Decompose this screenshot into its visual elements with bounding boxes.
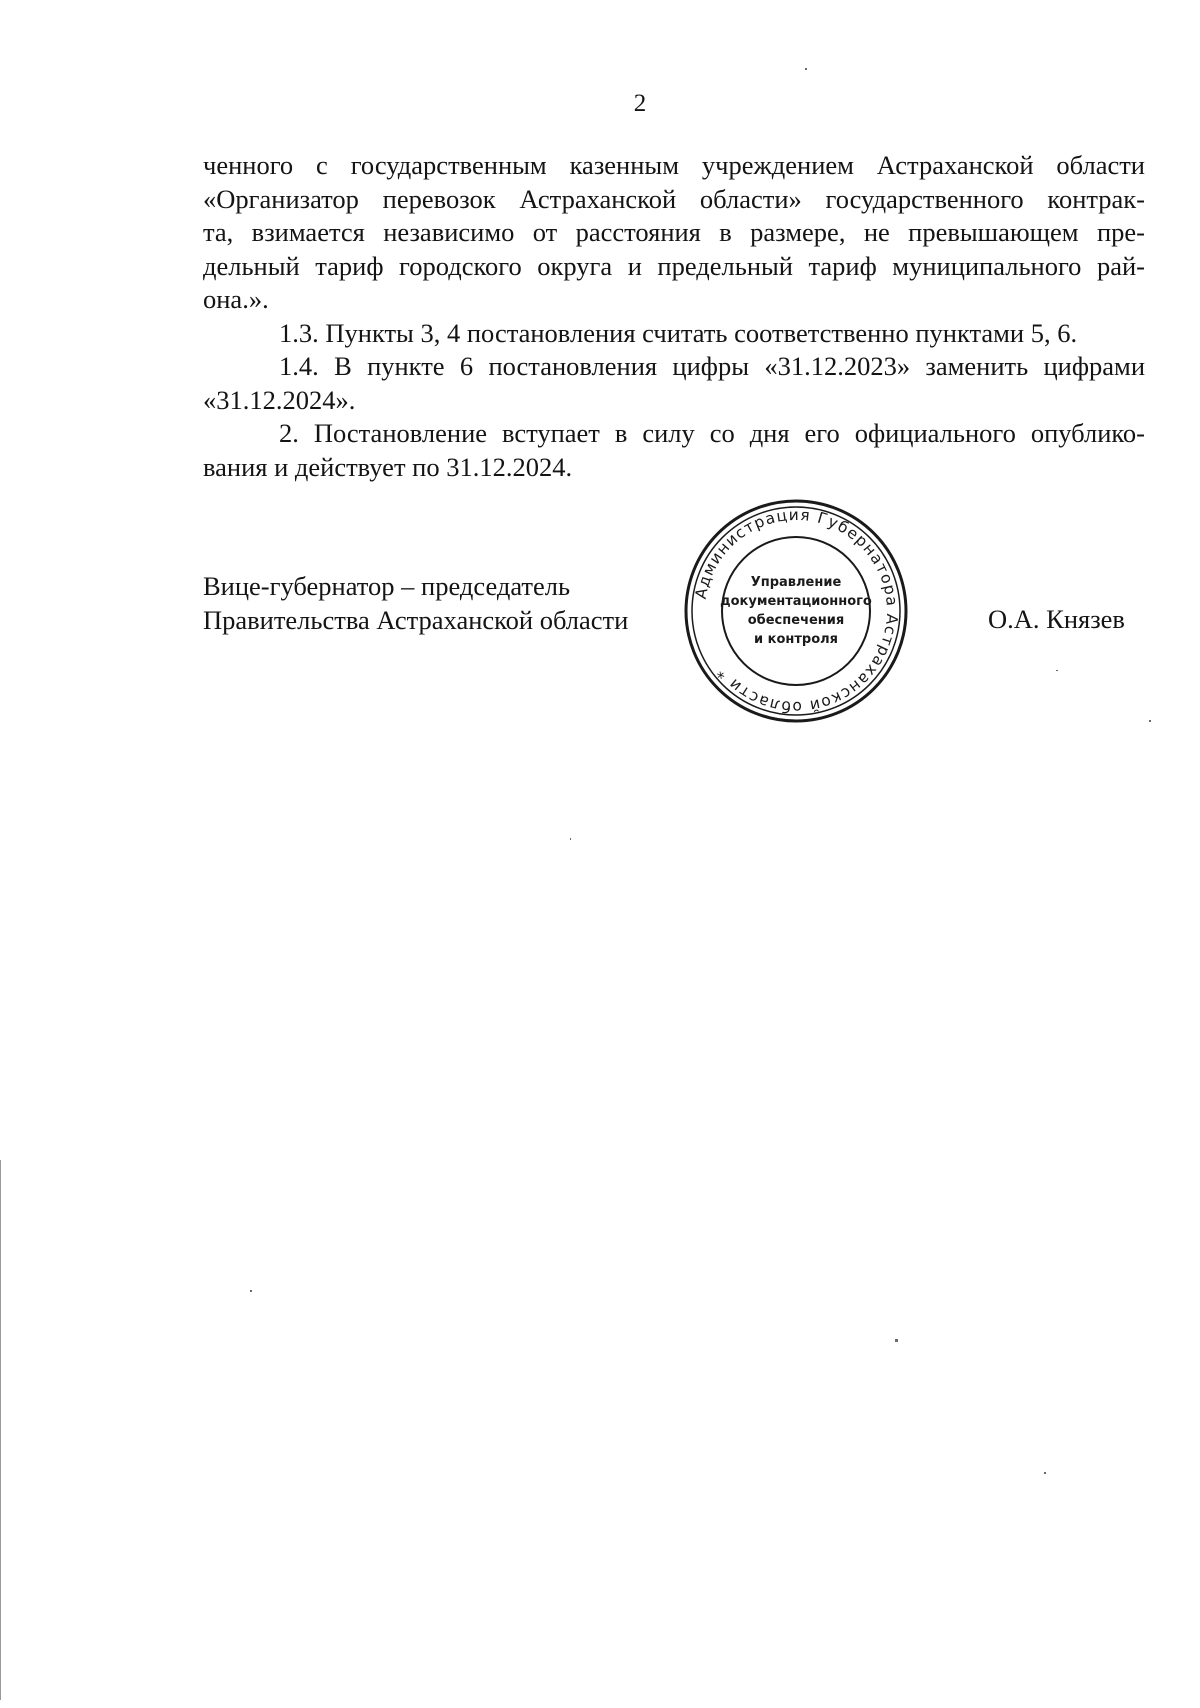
- scan-speck: [570, 838, 571, 840]
- item-1-4-line: «31.12.2024».: [203, 384, 356, 415]
- signatory-name: О.А. Князев: [988, 604, 1125, 634]
- svg-text:обеспечения: обеспечения: [747, 613, 845, 628]
- text-line: она.».: [203, 284, 269, 314]
- text-line: ченного с государственным казенным учреждением Астраханской области: [203, 150, 1145, 180]
- text-line: «Организатор перевозок Астраханской области» государственного контрак-: [203, 183, 1145, 214]
- svg-text:документационного: документационного: [720, 594, 872, 609]
- scan-speck: [1056, 670, 1058, 671]
- item-1-4-line: 1.4. В пункте 6 постановления цифры «31.12.2023» заменить цифрами: [279, 351, 1145, 381]
- item-2-line: 2. Постановление вступает в силу со дня его официального опублико-: [279, 418, 1145, 448]
- official-seal: [683, 498, 909, 724]
- scan-speck: [805, 68, 807, 70]
- svg-text:и контроля: и контроля: [753, 632, 839, 647]
- scan-speck: [1044, 1472, 1046, 1474]
- svg-text:Администрация Губернатора Астр: Администрация Губернатора Астраханской области *: [691, 505, 902, 717]
- item-1-3: 1.3. Пункты 3, 4 постановления считать соответственно пунктами 5, 6.: [279, 317, 1078, 348]
- signatory-position: [203, 570, 628, 637]
- text-line: дельный тариф городского округа и предельный тариф муниципального рай-: [203, 250, 1145, 281]
- page-number: 2: [633, 90, 647, 117]
- scan-edge-line: [0, 1160, 1, 1700]
- svg-text:Управление: Управление: [750, 575, 842, 590]
- text-line: та, взимается независимо от расстояния в размере, не превышающем пре-: [203, 217, 1145, 247]
- scan-speck: [1149, 720, 1151, 722]
- position-line: Вице-губернатор – председатель: [203, 571, 571, 601]
- scan-speck: [250, 1290, 252, 1292]
- position-line: Правительства Астраханской области: [203, 604, 629, 635]
- scan-speck: [895, 1339, 898, 1342]
- document-body: [203, 149, 1145, 484]
- item-2-line: вания и действует по 31.12.2024.: [203, 451, 573, 482]
